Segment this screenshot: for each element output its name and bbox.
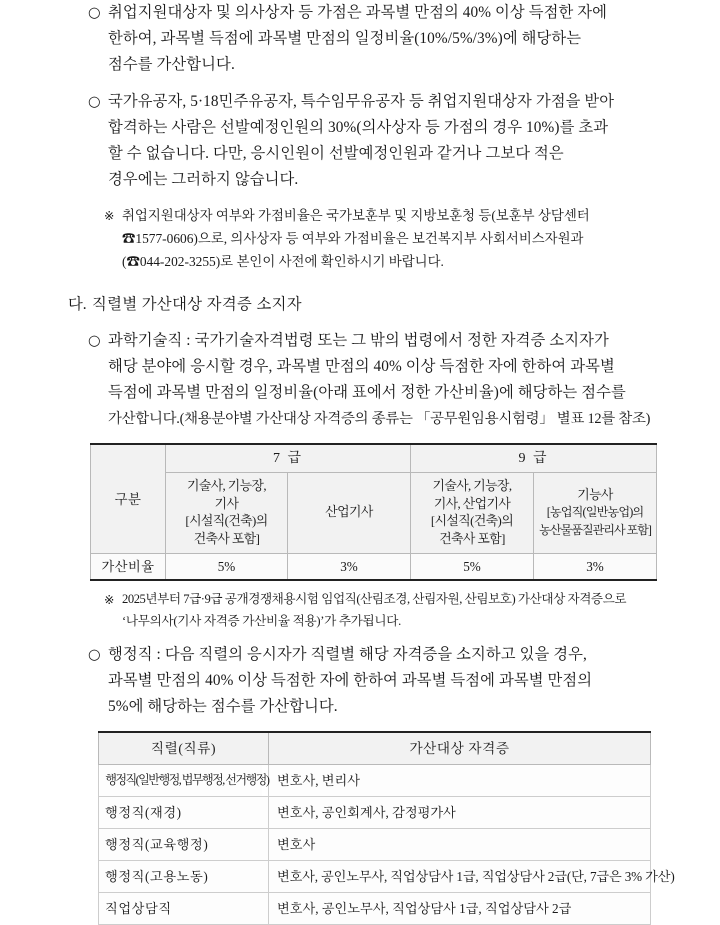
cell-cert-7-industrial (288, 473, 411, 554)
note-contact-info (0, 204, 720, 273)
line: 행정직 : 다음 직렬의 응시자가 직렬별 해당 자격증을 소지하고 있을 경우, (108, 646, 587, 663)
line: 과학기술직 : 국가기술자격법령 또는 그 밖의 법령에서 정한 자격증 소지자가 (108, 332, 609, 349)
paragraph-text (108, 328, 720, 432)
paragraph-text (108, 642, 720, 720)
bullet-circle-icon: ○ (88, 333, 101, 349)
cell-ratio-7-industrial: 3% (288, 554, 411, 581)
line: (☎044-202-3255)로 본인이 사전에 확인하시기 바랍니다. (122, 254, 444, 269)
bullet-circle-icon: ○ (88, 94, 101, 110)
cell-certificate: 변호사, 공인노무사, 직업상담사 1급, 직업상담사 2급 (269, 893, 651, 925)
cell-certificate: 변호사, 공인회계사, 감정평가사 (269, 797, 651, 829)
line: ☎1577-0606)으로, 의사상자 등 여부와 가점비율은 보건복지부 사회서비스자원과 (122, 231, 584, 246)
line: 국가유공자, 5·18민주유공자, 특수임무유공자 등 취업지원대상자 가점을 받아 (108, 93, 615, 110)
cell-grade-9: 9 급 (411, 444, 657, 473)
table-row-certificates (91, 473, 657, 554)
paragraph-science-tech (0, 328, 720, 432)
line: 기사 (214, 496, 239, 511)
line: 기능사 (577, 487, 613, 502)
line: 건축사 포함] (439, 531, 505, 546)
line: [시설직(건축)의 (430, 514, 514, 528)
line: 해당 분야에 응시할 경우, 과목별 만점의 40% 이상 득점한 자에 한하여 과목별 (108, 358, 615, 375)
cell-grade-7: 7 급 (166, 444, 411, 473)
line: ‘나무의사(기사 자격증 가산비율 적용)’가 추가됩니다. (122, 614, 401, 628)
cell-cert-7-high (166, 473, 288, 554)
table-row (99, 765, 651, 797)
line: 농산물품질관리사 포함] (539, 522, 651, 537)
cell-jikryeol: 행정직(고용노동) (99, 861, 269, 893)
line: 가산합니다.(채용분야별 가산대상 자격증의 종류는 「공무원임용시험령」 별표 12를 참조) (108, 411, 651, 427)
line: 2025년부터 7급·9급 공개경쟁채용시험 임업직(산림조경, 산림자원, 산림보호) 가산대상 자격증으로 (122, 592, 627, 606)
line: 기술사, 기능장, (187, 479, 266, 493)
paragraph-veterans-quota (0, 89, 720, 193)
table-science-tech-certificates (90, 443, 657, 581)
cell-jikryeol: 직업상담직 (99, 893, 269, 925)
line: 과목별 만점의 40% 이상 득점한 자에 한하여 과목별 득점에 과목별 만점의 (108, 672, 593, 689)
heading-marker: 다. (68, 296, 87, 313)
cell-jikryeol: 행정직(교육행정) (99, 829, 269, 861)
line: 득점에 과목별 만점의 일정비율(아래 표에서 정한 가산비율)에 해당하는 점수를 (108, 384, 626, 401)
table-row (99, 893, 651, 925)
cell-jikryeol: 행정직(재경) (99, 797, 269, 829)
bullet-circle-icon: ○ (88, 5, 101, 21)
reference-mark-icon: ※ (104, 208, 115, 223)
line: 산업기사 (325, 505, 373, 520)
cell-certificate: 변호사, 공인노무사, 직업상담사 1급, 직업상담사 2급(단, 7급은 3% 가산) (269, 861, 651, 893)
cell-ratio-7-high: 5% (166, 554, 288, 581)
line: 기술사, 기능장, (432, 479, 512, 493)
paragraph-employment-support (0, 0, 720, 78)
line: 합격하는 사람은 선발예정인원의 30%(의사상자 등 가점의 경우 10%)를 초과 (108, 119, 609, 136)
cell-ratio-9-craftsman: 3% (534, 554, 657, 581)
cell-header-certificate: 가산대상 자격증 (269, 732, 651, 765)
line: 건축사 포함] (193, 531, 260, 546)
heading-text: 직렬별 가산대상 자격증 소지자 (92, 296, 302, 313)
table-row (99, 829, 651, 861)
line: [시설직(건축)의 (185, 514, 268, 528)
cell-cert-9-craftsman (534, 473, 657, 554)
table-row-header (99, 732, 651, 765)
cell-ratio-label: 가산비율 (91, 554, 166, 581)
table-row (99, 797, 651, 829)
line: 한하여, 과목별 득점에 과목별 만점의 일정비율(10%/5%/3%)에 해당하는 (108, 30, 582, 47)
line: 경우에는 그러하지 않습니다. (108, 171, 299, 188)
paragraph-admin-jobs (0, 642, 720, 720)
section-heading-da (0, 291, 720, 318)
line: [농업직(일반농업)의 (546, 505, 644, 520)
reference-mark-icon: ※ (104, 592, 115, 607)
bullet-circle-icon: ○ (88, 647, 101, 663)
note-text (122, 588, 720, 632)
table-admin-certificates (98, 731, 675, 925)
table-row-ratio (91, 554, 657, 581)
note-text (122, 204, 720, 273)
cell-certificate: 변호사, 변리사 (269, 765, 651, 797)
paragraph-text (108, 89, 720, 193)
table-row (99, 861, 651, 893)
cell-header-jikryeol: 직렬(직류) (99, 732, 269, 765)
cell-cert-9-high (411, 473, 534, 554)
line: 취업지원대상자 여부와 가점비율은 국가보훈부 및 지방보훈청 등(보훈부 상담센터 (122, 208, 590, 223)
table-row-grade-header (91, 444, 657, 473)
line: 점수를 가산합니다. (108, 56, 235, 73)
paragraph-text (108, 0, 720, 78)
cell-jikryeol: 행정직(일반행정, 법무행정, 선거행정) (99, 765, 262, 797)
cell-certificate: 변호사 (269, 829, 651, 861)
cell-gubun-label: 구분 (91, 444, 166, 554)
cell-ratio-9-high: 5% (411, 554, 534, 581)
line: 취업지원대상자 및 의사상자 등 가점은 과목별 만점의 40% 이상 득점한 자에 (108, 4, 608, 21)
note-forestry-2025 (0, 588, 720, 632)
line: 기사, 산업기사 (433, 496, 511, 511)
line: 할 수 없습니다. 다만, 응시인원이 선발예정인원과 같거나 그보다 적은 (108, 145, 564, 162)
line: 5%에 해당하는 점수를 가산합니다. (108, 698, 338, 715)
